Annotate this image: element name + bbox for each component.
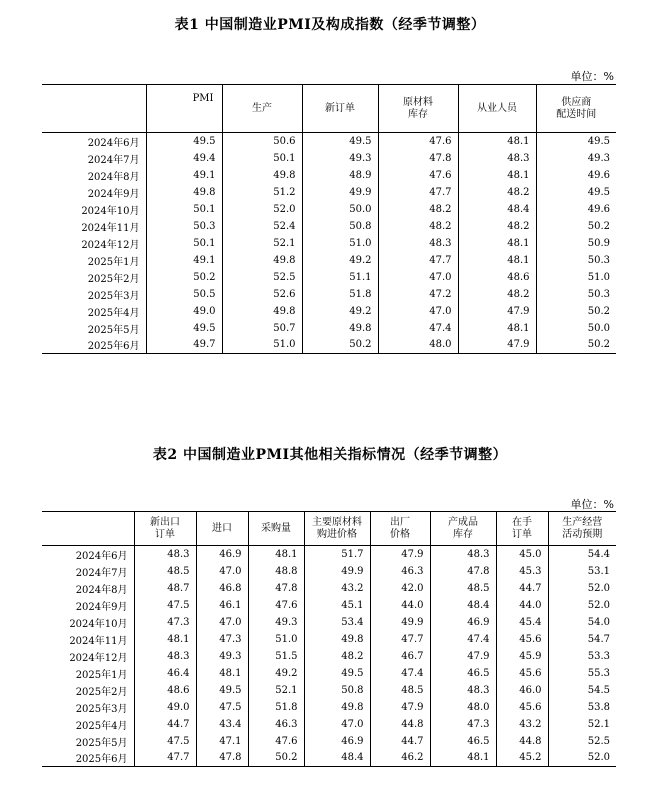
table-row: [42, 614, 616, 631]
table-cell: 47.8: [196, 750, 248, 767]
table-cell: 47.8: [378, 150, 458, 167]
table-row: [42, 563, 616, 580]
table-cell: 53.3: [548, 648, 616, 665]
table-cell: 49.5: [146, 133, 222, 150]
table-cell: 47.9: [458, 337, 536, 354]
table-cell: 54.5: [548, 682, 616, 699]
table-cell: 47.5: [134, 597, 196, 614]
table-cell: 48.5: [430, 580, 496, 597]
table-cell: 47.7: [134, 750, 196, 767]
table-cell: 47.7: [378, 252, 458, 269]
table-cell: 45.6: [496, 665, 548, 682]
row-label: 2025年5月: [75, 737, 128, 749]
table-row: [42, 631, 616, 648]
row-label: 2024年12月: [81, 239, 140, 251]
column-header-text: 进口: [212, 522, 232, 534]
column-header-text: 新订单: [325, 102, 355, 114]
table-cell: 51.0: [536, 269, 616, 286]
table-cell: 46.5: [430, 733, 496, 750]
table-cell: 49.2: [248, 665, 304, 682]
table-row: [42, 218, 616, 235]
column-header-text: 生产经营: [562, 516, 603, 528]
column-header: [536, 85, 616, 133]
table-cell: 48.1: [458, 252, 536, 269]
table-cell: 47.1: [196, 733, 248, 750]
table-cell: 48.8: [248, 563, 304, 580]
table-cell: 50.9: [536, 235, 616, 252]
table-cell: 49.8: [222, 303, 302, 320]
table-cell: 43.4: [196, 716, 248, 733]
column-header-text: 出厂: [390, 516, 410, 528]
table-cell: 51.0: [222, 337, 302, 354]
table-cell: 47.9: [370, 546, 430, 563]
column-header: [430, 512, 496, 546]
header-blank: [42, 85, 146, 133]
row-label: 2025年3月: [75, 703, 128, 715]
table-cell: 48.2: [458, 286, 536, 303]
table1-unit: 单位：%: [570, 70, 614, 83]
table-cell: 55.3: [548, 665, 616, 682]
table2-header-row: [42, 512, 616, 546]
table-cell: 54.7: [548, 631, 616, 648]
table-cell: 42.0: [370, 580, 430, 597]
table-cell: 52.4: [222, 218, 302, 235]
table-cell: 53.8: [548, 699, 616, 716]
table-row: [42, 133, 616, 150]
row-label: 2024年11月: [69, 635, 128, 647]
table-cell: 46.2: [370, 750, 430, 767]
table-row: [42, 750, 616, 767]
table-cell: 49.2: [302, 252, 378, 269]
table2-title: 表2 中国制造业PMI其他相关指标情况（经季节调整）: [152, 447, 508, 463]
row-label: 2025年3月: [87, 290, 140, 302]
table-cell: 47.7: [378, 184, 458, 201]
table-cell: 48.3: [134, 648, 196, 665]
table-cell: 51.8: [248, 699, 304, 716]
column-header: [134, 512, 196, 546]
table-cell: 46.9: [304, 733, 370, 750]
table-cell: 47.5: [196, 699, 248, 716]
column-header: [378, 85, 458, 133]
table-cell: 49.5: [302, 133, 378, 150]
column-header-text: 配送时间: [556, 108, 597, 120]
table-cell: 49.2: [302, 303, 378, 320]
table-cell: 47.8: [430, 563, 496, 580]
row-label: 2024年11月: [81, 222, 140, 234]
table-cell: 48.5: [134, 563, 196, 580]
column-header-text: 价格: [390, 528, 410, 540]
table-cell: 50.2: [248, 750, 304, 767]
table-row: [42, 546, 616, 563]
table-cell: 50.8: [302, 218, 378, 235]
table-cell: 49.8: [304, 699, 370, 716]
table-cell: 49.9: [304, 563, 370, 580]
column-header-text: 订单: [155, 528, 175, 540]
table-cell: 48.2: [458, 184, 536, 201]
table-cell: 47.0: [378, 269, 458, 286]
table-cell: 43.2: [496, 716, 548, 733]
row-label: 2025年2月: [87, 273, 140, 285]
table-cell: 54.0: [548, 614, 616, 631]
table-cell: 47.3: [134, 614, 196, 631]
table-cell: 49.9: [302, 184, 378, 201]
table-row: [42, 167, 616, 184]
table-cell: 48.3: [378, 235, 458, 252]
table-cell: 50.0: [302, 201, 378, 218]
table-cell: 47.4: [430, 631, 496, 648]
table-cell: 48.6: [134, 682, 196, 699]
table-cell: 47.4: [378, 320, 458, 337]
table-cell: 45.0: [496, 546, 548, 563]
table-cell: 50.0: [536, 320, 616, 337]
table-cell: 49.6: [536, 167, 616, 184]
table-cell: 52.0: [222, 201, 302, 218]
table-cell: 51.0: [302, 235, 378, 252]
table-cell: 47.9: [430, 648, 496, 665]
row-label: 2024年10月: [69, 618, 128, 630]
table-row: [42, 699, 616, 716]
table-cell: 47.0: [304, 716, 370, 733]
column-header-text: 主要原材料: [312, 516, 362, 528]
table-cell: 43.2: [304, 580, 370, 597]
table-cell: 50.6: [222, 133, 302, 150]
table-row: [42, 682, 616, 699]
table-cell: 46.9: [196, 546, 248, 563]
table-cell: 50.2: [536, 337, 616, 354]
row-label: 2024年8月: [75, 584, 128, 596]
table-cell: 46.1: [196, 597, 248, 614]
table-cell: 46.3: [248, 716, 304, 733]
table-row: [42, 337, 616, 354]
table-cell: 44.8: [370, 716, 430, 733]
row-label: 2024年8月: [87, 171, 140, 183]
table-cell: 50.1: [146, 201, 222, 218]
table-cell: 48.5: [370, 682, 430, 699]
table-cell: 46.5: [430, 665, 496, 682]
table-cell: 50.8: [304, 682, 370, 699]
table-cell: 49.4: [146, 150, 222, 167]
table-cell: 47.6: [248, 597, 304, 614]
table-cell: 48.2: [378, 201, 458, 218]
table-cell: 48.3: [134, 546, 196, 563]
table-cell: 49.7: [146, 337, 222, 354]
column-header: [222, 85, 302, 133]
table-cell: 52.5: [222, 269, 302, 286]
table-cell: 52.1: [248, 682, 304, 699]
table-cell: 47.6: [378, 167, 458, 184]
column-header: [146, 85, 222, 133]
table-cell: 49.5: [536, 133, 616, 150]
table-cell: 51.1: [302, 269, 378, 286]
table-cell: 46.4: [134, 665, 196, 682]
table-cell: 48.1: [458, 320, 536, 337]
table-cell: 49.3: [536, 150, 616, 167]
column-header: [196, 512, 248, 546]
table-cell: 48.0: [378, 337, 458, 354]
table-cell: 47.0: [378, 303, 458, 320]
row-label: 2025年4月: [87, 307, 140, 319]
row-label: 2024年9月: [75, 601, 128, 613]
table-cell: 48.4: [430, 597, 496, 614]
table-cell: 45.1: [304, 597, 370, 614]
column-header: [548, 512, 616, 546]
table-row: [42, 716, 616, 733]
row-label: 2025年6月: [42, 337, 146, 354]
table1-header-row: [42, 85, 616, 133]
table-cell: 46.9: [430, 614, 496, 631]
row-label: 2024年10月: [81, 205, 140, 217]
table-cell: 48.1: [458, 133, 536, 150]
table-cell: 49.5: [304, 665, 370, 682]
column-header-text: 在手: [512, 516, 532, 528]
table-cell: 49.8: [302, 320, 378, 337]
table-cell: 48.1: [458, 167, 536, 184]
table-cell: 51.0: [248, 631, 304, 648]
table-cell: 50.1: [222, 150, 302, 167]
column-header-text: 产成品: [448, 516, 478, 528]
row-label: 2025年4月: [75, 720, 128, 732]
table-cell: 51.8: [302, 286, 378, 303]
table-cell: 52.1: [222, 235, 302, 252]
table-cell: 50.3: [146, 218, 222, 235]
column-header-text: 原材料: [403, 96, 433, 108]
table-row: [42, 580, 616, 597]
table-cell: 47.0: [196, 614, 248, 631]
table-cell: 49.8: [146, 184, 222, 201]
table-cell: 49.5: [196, 682, 248, 699]
row-label: 2024年6月: [75, 550, 128, 562]
table-cell: 44.7: [370, 733, 430, 750]
row-label: 2025年1月: [87, 256, 140, 268]
table-cell: 53.4: [304, 614, 370, 631]
row-label: 2025年5月: [87, 324, 140, 336]
table-cell: 49.8: [222, 252, 302, 269]
table-cell: 52.0: [548, 580, 616, 597]
table-cell: 50.2: [146, 269, 222, 286]
table-row: [42, 252, 616, 269]
table-cell: 44.8: [496, 733, 548, 750]
column-header-text: 新出口: [150, 516, 180, 528]
table-cell: 50.1: [146, 235, 222, 252]
table-cell: 49.8: [304, 631, 370, 648]
table-row: [42, 286, 616, 303]
table-cell: 45.9: [496, 648, 548, 665]
table-cell: 49.3: [302, 150, 378, 167]
table-cell: 48.6: [458, 269, 536, 286]
row-label: 2024年12月: [69, 652, 128, 664]
table-cell: 46.0: [496, 682, 548, 699]
table-cell: 44.7: [134, 716, 196, 733]
table-cell: 44.0: [496, 597, 548, 614]
table-cell: 47.8: [248, 580, 304, 597]
table-cell: 48.1: [458, 235, 536, 252]
table-cell: 47.3: [430, 716, 496, 733]
row-label: 2024年9月: [87, 188, 140, 200]
column-header-text: 供应商: [561, 96, 592, 108]
table1: [42, 84, 616, 354]
table-cell: 51.7: [304, 546, 370, 563]
table-cell: 49.6: [536, 201, 616, 218]
table-cell: 48.0: [430, 699, 496, 716]
row-label: 2025年6月: [42, 750, 134, 767]
table-cell: 50.2: [536, 218, 616, 235]
table-cell: 47.0: [196, 563, 248, 580]
table-cell: 49.8: [222, 167, 302, 184]
column-header: [458, 85, 536, 133]
table-cell: 48.3: [430, 546, 496, 563]
table-cell: 48.9: [302, 167, 378, 184]
table-cell: 52.0: [548, 597, 616, 614]
table-cell: 49.5: [536, 184, 616, 201]
table-cell: 50.2: [536, 303, 616, 320]
table-row: [42, 597, 616, 614]
table-cell: 51.5: [248, 648, 304, 665]
table-cell: 47.4: [370, 665, 430, 682]
table-cell: 48.2: [378, 218, 458, 235]
table-cell: 45.4: [496, 614, 548, 631]
table-cell: 50.7: [222, 320, 302, 337]
table-cell: 47.9: [458, 303, 536, 320]
row-label: 2024年6月: [87, 137, 140, 149]
column-header: [370, 512, 430, 546]
table1-title: 表1 中国制造业PMI及构成指数（经季节调整）: [174, 17, 486, 33]
table-row: [42, 150, 616, 167]
table-row: [42, 665, 616, 682]
column-header-text: 库存: [408, 108, 428, 120]
table-cell: 46.8: [196, 580, 248, 597]
column-header: [302, 85, 378, 133]
header-blank: [42, 512, 134, 546]
table-cell: 47.6: [378, 133, 458, 150]
column-header-text: 活动预期: [562, 528, 603, 540]
table-row: [42, 184, 616, 201]
table-row: [42, 235, 616, 252]
table-cell: 52.0: [548, 750, 616, 767]
row-label: 2025年1月: [75, 669, 128, 681]
table2: [42, 511, 616, 767]
table-cell: 50.2: [302, 337, 378, 354]
column-header-text: 订单: [512, 528, 532, 540]
table-cell: 46.7: [370, 648, 430, 665]
table-cell: 46.3: [370, 563, 430, 580]
table-cell: 44.7: [496, 580, 548, 597]
table-cell: 49.0: [146, 303, 222, 320]
table-cell: 48.4: [304, 750, 370, 767]
table-cell: 48.3: [458, 150, 536, 167]
table-cell: 49.3: [196, 648, 248, 665]
column-header-text: 生产: [252, 102, 272, 114]
table-cell: 48.3: [430, 682, 496, 699]
table-cell: 53.1: [548, 563, 616, 580]
table-cell: 52.1: [548, 716, 616, 733]
column-header: [248, 512, 304, 546]
table-cell: 45.3: [496, 563, 548, 580]
table-cell: 47.6: [248, 733, 304, 750]
row-label: 2024年7月: [87, 154, 140, 166]
table-cell: 52.5: [548, 733, 616, 750]
table-cell: 48.1: [430, 750, 496, 767]
table-cell: 48.1: [134, 631, 196, 648]
table-cell: 49.9: [370, 614, 430, 631]
table-cell: 47.9: [370, 699, 430, 716]
table-cell: 47.2: [378, 286, 458, 303]
table2-unit: 单位：%: [570, 498, 614, 511]
table-cell: 48.7: [134, 580, 196, 597]
table-cell: 48.1: [196, 665, 248, 682]
column-header-text: 库存: [453, 528, 473, 540]
table-row: [42, 303, 616, 320]
table-cell: 50.3: [536, 252, 616, 269]
column-header-text: PMI: [192, 93, 214, 104]
table-cell: 47.3: [196, 631, 248, 648]
column-header: [496, 512, 548, 546]
column-header-text: 购进价格: [317, 528, 357, 540]
table-cell: 48.2: [304, 648, 370, 665]
table-cell: 48.1: [248, 546, 304, 563]
table-cell: 52.6: [222, 286, 302, 303]
table-cell: 47.5: [134, 733, 196, 750]
table-cell: 50.5: [146, 286, 222, 303]
table-cell: 45.6: [496, 631, 548, 648]
table-cell: 49.1: [146, 252, 222, 269]
column-header-text: 从业人员: [477, 102, 517, 114]
row-label: 2024年7月: [75, 567, 128, 579]
table-row: [42, 269, 616, 286]
table-cell: 49.3: [248, 614, 304, 631]
table-cell: 45.6: [496, 699, 548, 716]
table-row: [42, 320, 616, 337]
table-row: [42, 648, 616, 665]
column-header: [304, 512, 370, 546]
table-row: [42, 733, 616, 750]
table-cell: 44.0: [370, 597, 430, 614]
table-cell: 54.4: [548, 546, 616, 563]
table-cell: 45.2: [496, 750, 548, 767]
table-cell: 49.1: [146, 167, 222, 184]
table-cell: 50.3: [536, 286, 616, 303]
table-row: [42, 201, 616, 218]
table-cell: 48.4: [458, 201, 536, 218]
table-cell: 51.2: [222, 184, 302, 201]
table-cell: 49.0: [134, 699, 196, 716]
table-cell: 47.7: [370, 631, 430, 648]
table-cell: 48.2: [458, 218, 536, 235]
row-label: 2025年2月: [75, 686, 128, 698]
table-cell: 49.5: [146, 320, 222, 337]
column-header-text: 采购量: [261, 522, 291, 534]
